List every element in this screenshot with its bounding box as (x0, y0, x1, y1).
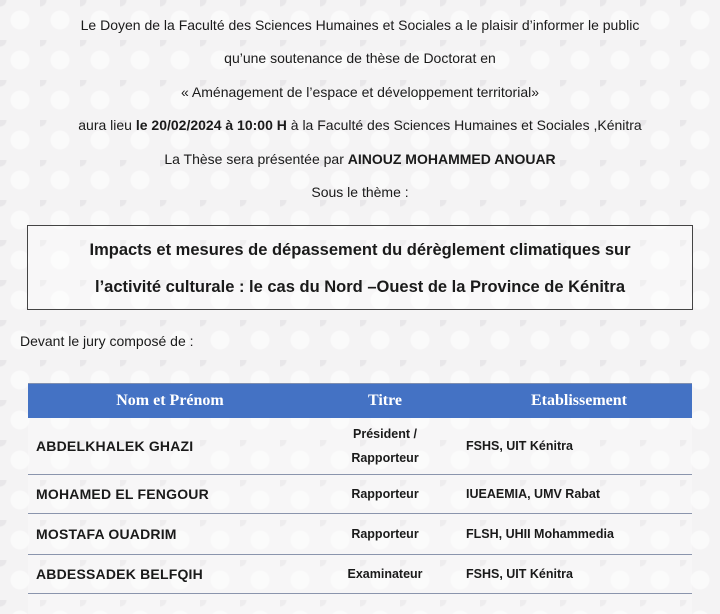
header-name: Nom et Prénom (116, 392, 224, 409)
presenter-prefix: La Thèse sera présentée par (164, 151, 348, 167)
jury-member-title: Examinateur (347, 567, 423, 581)
jury-member-title: Rapporteur (351, 487, 419, 501)
table-row (28, 594, 692, 614)
announcement-line-2: qu’une soutenance de thèse de Doctorat en (224, 50, 496, 66)
jury-member-etablissement: FLSH, UHII Mohammedia (466, 527, 614, 541)
title-line-2: Rapporteur (351, 451, 419, 465)
table-row (28, 475, 692, 514)
jury-member-etablissement: IUEAEMIA, UMV Rabat (466, 487, 601, 501)
jury-member-title (328, 418, 442, 474)
candidate-name: AINOUZ MOHAMMED ANOUAR (347, 151, 556, 167)
jury-label: Devant le jury composé de : (20, 333, 194, 349)
announcement-line-4 (0, 117, 720, 133)
date-prefix: aura lieu (78, 117, 136, 133)
jury-member-name: MOSTAFA OUADRIM (36, 526, 177, 542)
announcement-line-1: Le Doyen de la Faculté des Sciences Humaines et Sociales a le plaisir d’informer le public (80, 17, 640, 33)
jury-member-title: Rapporteur (351, 527, 419, 541)
thesis-theme-box (27, 225, 693, 310)
jury-member-etablissement: FSHS, UIT Kénitra (466, 439, 573, 453)
table-row (28, 514, 692, 555)
jury-member-name: MOHAMED EL FENGOUR (36, 486, 209, 502)
jury-member-name: ABDESSADEK BELFQIH (36, 566, 203, 582)
jury-table-header (28, 384, 692, 418)
jury-member-etablissement: FSHS, UIT Kénitra (466, 567, 573, 581)
thesis-title-line-1: Impacts et mesures de dépassement du dérèglement climatiques sur (89, 241, 631, 259)
location-text: à la Faculté des Sciences Humaines et Sociales ,Kénitra (286, 117, 642, 133)
title-line-1: Président / (353, 427, 417, 441)
announcement-line-3: « Aménagement de l’espace et développement territorial» (181, 84, 539, 100)
thesis-title-line-2: l’activité culturale : le cas du Nord –Ouest de la Province de Kénitra (94, 278, 625, 296)
table-row (28, 418, 692, 475)
announcement-line-6: Sous le thème : (311, 184, 409, 200)
defense-date: le 20/02/2024 à 10:00 H (135, 117, 287, 133)
table-row (28, 555, 692, 594)
header-title: Titre (367, 392, 403, 409)
jury-member-name: ABDELKHALEK GHAZI (36, 438, 194, 454)
header-etablissement: Etablissement (531, 392, 627, 409)
announcement-line-5 (0, 151, 720, 167)
jury-table (28, 383, 692, 614)
